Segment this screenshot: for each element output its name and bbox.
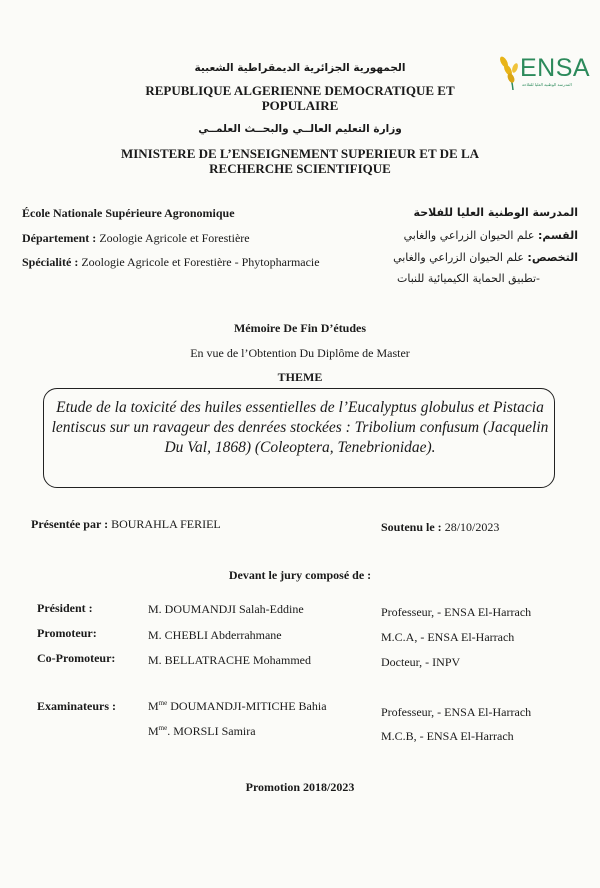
department-value: Zoologie Agricole et Forestière (99, 231, 250, 245)
examinateur-2-title: M.C.B, - ENSA El-Harrach (381, 729, 514, 743)
theme-text: Etude de la toxicité des huiles essentielles de l’Eucalyptus globulus et Pistacia lentiscus sur un ravageur des denrées stockées : Tribolium confusum (Jacquelin Du Val, 1868) (Coleoptera, Tenebrionidae). (51, 399, 549, 456)
promoteur-label: Promoteur: (37, 626, 97, 640)
logo-subtitle: المدرسة الوطنية العليا للفلاحة (522, 82, 572, 87)
arabic-department-label: القسم: (537, 229, 578, 242)
speciality-value: Zoologie Agricole et Forestière - Phytopharmacie (81, 255, 320, 269)
arabic-department (404, 229, 578, 242)
arabic-speciality (393, 251, 578, 264)
exam2-prefix: M (148, 724, 159, 738)
copromoteur-name: M. BELLATRACHE Mohammed (148, 653, 311, 667)
examinateur-2-name (148, 724, 256, 739)
speciality-label: Spécialité : (22, 255, 79, 269)
exam2-sup: me (158, 724, 168, 732)
defended-value: 28/10/2023 (444, 520, 500, 534)
defended-on (381, 520, 499, 535)
president-label: Président : (37, 601, 93, 615)
exam1-name: DOUMANDJI-MITICHE Bahia (167, 699, 327, 713)
president-name: M. DOUMANDJI Salah-Eddine (148, 602, 304, 616)
jury-heading: Devant le jury composé de : (228, 568, 372, 582)
arabic-speciality-value: علم الحيوان الزراعي والغابي (393, 251, 524, 264)
exam1-sup: me (158, 699, 168, 707)
speciality (22, 255, 320, 270)
examinateurs-label: Examinateurs : (37, 699, 116, 713)
theme-label: THEME (277, 370, 323, 384)
promotion: Promotion 2018/2023 (245, 780, 355, 794)
school-name: École Nationale Supérieure Agronomique (22, 206, 235, 220)
arabic-ministry: وزارة التعليم العالــي والبحــث العلمــي (198, 123, 402, 135)
arabic-department-value: علم الحيوان الزراعي والغابي (403, 229, 535, 242)
presented-value: BOURAHLA FERIEL (111, 517, 221, 531)
presented-by (31, 517, 221, 532)
department (22, 231, 250, 246)
arabic-speciality-line2: -تطبيق الحماية الكيميائية للنبات (397, 272, 540, 285)
logo-text: ENSA (520, 54, 591, 82)
department-label: Département : (22, 231, 97, 245)
presented-label: Présentée par : (31, 517, 109, 531)
memoire-subtitle: En vue de l’Obtention Du Diplôme de Master (190, 346, 410, 360)
ministry-title: MINISTERE DE L’ENSEIGNEMENT SUPERIEUR ET DE LA RECHERCHE SCIENTIFIQUE (120, 146, 480, 176)
exam2-name: . MORSLI Samira (167, 724, 256, 738)
promoteur-name: M. CHEBLI Abderrahmane (148, 628, 282, 642)
arabic-speciality-label: التخصص: (527, 251, 578, 264)
republic-title: REPUBLIQUE ALGERIENNE DEMOCRATIQUE ET POPULAIRE (145, 83, 455, 113)
arabic-school-name: المدرسة الوطنية العليا للفلاحة (413, 206, 578, 219)
copromoteur-label: Co-Promoteur: (37, 651, 116, 665)
promoteur-title: M.C.A, - ENSA El-Harrach (381, 630, 515, 644)
examinateur-1-title: Professeur, - ENSA El-Harrach (381, 705, 532, 719)
arabic-republic: الجمهورية الجزائرية الديمقراطية الشعبية (194, 62, 406, 74)
defended-label: Soutenu le : (381, 520, 442, 534)
exam1-prefix: M (148, 699, 159, 713)
president-title: Professeur, - ENSA El-Harrach (381, 605, 532, 619)
memoire-title: Mémoire De Fin D’études (233, 321, 367, 335)
copromoteur-title: Docteur, - INPV (381, 655, 461, 669)
examinateur-1-name (148, 699, 327, 714)
